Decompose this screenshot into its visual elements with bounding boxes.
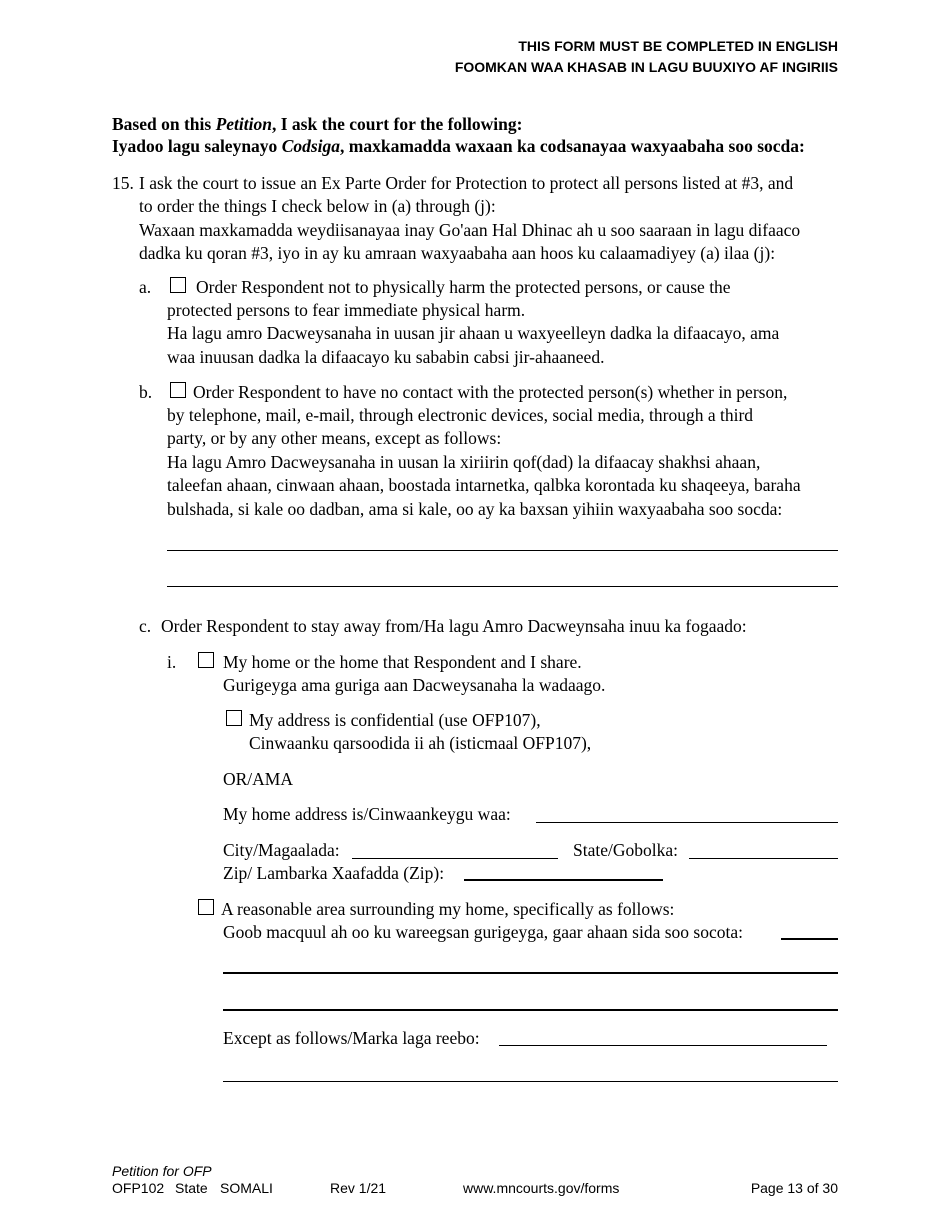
item-a-letter: a. <box>139 277 152 297</box>
item-15-text: I ask the court to issue an Ex Parte Order for Protection to protect all persons listed at #3, and to order the things I check below in (a) through (j): Waxaan maxkamadda weydiisanayaa inay Go'aan Hal Dhinac ah u soo saaraan in lagu difaaco dadka ku qoran #3, iyo in ay ku amraan waxyaabaha aan hoos ku calaamadiyey (a) ilaa (j): <box>139 173 801 264</box>
reasonable-area-field-line-2[interactable] <box>223 1009 838 1011</box>
footer-form-title: Petition for OFP <box>112 1163 212 1179</box>
intro-english: Based on this Petition, I ask the court for the following: <box>112 114 523 134</box>
or-label: OR/AMA <box>223 769 294 789</box>
item-b-checkbox[interactable] <box>170 382 186 398</box>
except-field-line-2[interactable] <box>223 1081 838 1082</box>
footer-revision: Rev 1/21 <box>330 1180 387 1196</box>
city-label: City/Magaalada: <box>223 840 340 860</box>
home-address-field[interactable] <box>536 822 838 823</box>
reasonable-area-text-somali: Goob macquul ah oo ku wareegsan gurigeyga, gaar ahaan sida soo socota: <box>223 922 743 942</box>
header-somali-notice: FOOMKAN WAA KHASAB IN LAGU BUUXIYO AF INGIRIIS <box>454 59 838 75</box>
form-header <box>455 36 838 78</box>
item-b-text: Order Respondent to have no contact with the protected person(s) whether in person, <box>193 382 788 402</box>
item-c-letter: c. <box>139 616 152 636</box>
item-c-i-numeral: i. <box>167 652 177 672</box>
reasonable-area-field-inline[interactable] <box>781 938 838 940</box>
city-field[interactable] <box>352 858 558 859</box>
state-field[interactable] <box>689 858 838 859</box>
footer-jurisdiction: State <box>175 1180 208 1196</box>
footer-language: SOMALI <box>220 1180 273 1196</box>
confidential-address-text: My address is confidential (use OFP107), Cinwaanku qarsoodida ii ah (isticmaal OFP107), <box>249 710 592 754</box>
footer-page-number: Page 13 of 30 <box>750 1180 838 1196</box>
item-a-checkbox[interactable] <box>170 277 186 293</box>
reasonable-area-checkbox[interactable] <box>198 899 214 915</box>
item-15-number: 15. <box>112 173 134 193</box>
zip-label: Zip/ Lambarka Xaafadda (Zip): <box>223 863 445 883</box>
footer-form-code: OFP102 <box>112 1180 165 1196</box>
reasonable-area-field-line-1[interactable] <box>223 972 838 974</box>
intro-somali: Iyadoo lagu saleynayo Codsiga, maxkamadda waxaan ka codsanayaa waxyaabaha soo socda: <box>112 136 805 156</box>
item-a-text-cont: protected persons to fear immediate physical harm. Ha lagu amro Dacweysanaha in uusan jir ahaan u waxyeelleyn dadka la difaacayo, ama waa inuusan dadka la difaacayo ku sababin cabsi jir-ahaaneed. <box>167 300 780 367</box>
item-c-i-text: My home or the home that Respondent and I share. Gurigeyga ama guriga aan Dacweysanaha la wadaago. <box>223 652 606 696</box>
confidential-address-checkbox[interactable] <box>226 710 242 726</box>
except-label: Except as follows/Marka laga reebo: <box>223 1028 480 1048</box>
item-b-answer-line-1[interactable] <box>167 550 838 551</box>
item-a-text: Order Respondent not to physically harm the protected persons, or cause the <box>196 277 731 297</box>
except-field[interactable] <box>499 1045 827 1046</box>
state-label: State/Gobolka: <box>573 840 678 860</box>
header-english-notice: THIS FORM MUST BE COMPLETED IN ENGLISH <box>518 38 838 54</box>
zip-field[interactable] <box>464 879 663 881</box>
footer-website-link[interactable]: www.mncourts.gov/forms <box>463 1180 620 1196</box>
item-c-label: Order Respondent to stay away from/Ha lagu Amro Dacweynsaha inuu ka fogaado: <box>161 616 747 636</box>
item-b-text-cont: by telephone, mail, e-mail, through electronic devices, social media, through a third party, or by any other means, except as follows: Ha lagu Amro Dacweysanaha in uusan la xiriirin qof(dad) la difaacay shakhsi ahaan, taleefan ahaan, cinwaan ahaan, boostada intarnetka, qalbka korontada ku shaqeeya, baraha bulshada, si kale oo dadban, ama si kale, oo ay ka baxsan yihiin waxyaabaha soo socda: <box>167 405 801 519</box>
reasonable-area-text: A reasonable area surrounding my home, specifically as follows: <box>221 899 675 919</box>
home-address-label: My home address is/Cinwaankeygu waa: <box>223 804 511 824</box>
item-b-answer-line-2[interactable] <box>167 586 838 587</box>
item-c-i-checkbox[interactable] <box>198 652 214 668</box>
item-b-letter: b. <box>139 382 153 402</box>
intro-heading <box>112 113 852 157</box>
